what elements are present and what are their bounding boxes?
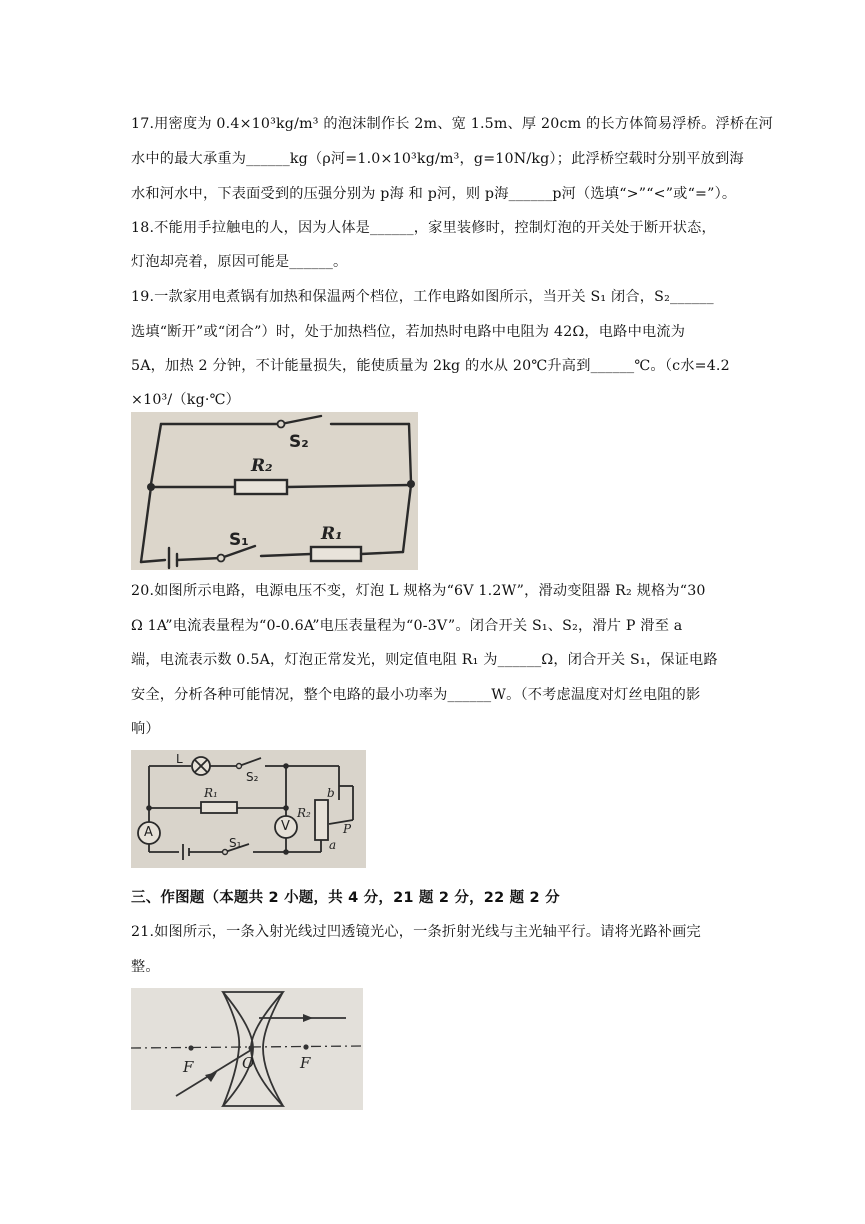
label-r1: R₁ — [321, 524, 343, 544]
q20-line-1: 20.如图所示电路，电源电压不变，灯泡 L 规格为“6V 1.2W”，滑动变阻器 R₂ 规格为“30 — [131, 583, 706, 599]
label-s2: S₂ — [289, 432, 309, 452]
q18-line-1: 18.不能用手拉触电的人，因为人体是______，家里装修时，控制灯泡的开关处于断开状态， — [131, 220, 716, 236]
ammeter-label: A — [144, 825, 153, 840]
focus-left-label: F — [183, 1058, 194, 1076]
q18-line-2: 灯泡却亮着，原因可能是______。 — [131, 254, 348, 270]
q19-line-2: 选填“断开”或“闭合”）时，处于加热档位，若加热时电路中电阻为 42Ω，电路中电流为 — [131, 324, 686, 340]
q20-line-5: 响） — [131, 721, 160, 737]
q20-line-3: 端，电流表示数 0.5A，灯泡正常发光，则定值电阻 R₁ 为______Ω，闭合开关 S₁，保证电路 — [131, 652, 718, 668]
q21-line-2: 整。 — [131, 959, 160, 975]
focus-right-label: F — [300, 1054, 311, 1072]
label-lamp-l: L — [176, 752, 183, 766]
q20-circuit-figure — [131, 750, 366, 868]
q17-line-2: 水中的最大承重为______kg（ρ河=1.0×10³kg/m³，g=10N/kg）；此浮桥空载时分别平放到海 — [131, 151, 744, 167]
label-p: P — [343, 822, 352, 836]
q21-lens-figure — [131, 988, 363, 1110]
label-s2: S₂ — [246, 770, 259, 784]
label-r2: R₂ — [251, 456, 273, 476]
q20-line-2: Ω 1A”电流表量程为“0-0.6A”电压表量程为“0-3V”。闭合开关 S₁、S₂，滑片 P 滑至 a — [131, 618, 683, 634]
q17-line-1: 17.用密度为 0.4×10³kg/m³ 的泡沫制作长 2m、宽 1.5m、厚 20cm 的长方体简易浮桥。浮桥在河 — [131, 116, 774, 132]
section-3-heading: 三、作图题（本题共 2 小题，共 4 分，21 题 2 分，22 题 2 分 — [131, 890, 560, 906]
q17-line-3: 水和河水中，下表面受到的压强分别为 p海 和 p河，则 p海______p河（选填“>”“<”或“=”）。 — [131, 186, 737, 202]
label-s1: S₁ — [229, 530, 249, 550]
q20-line-4: 安全，分析各种可能情况，整个电路的最小功率为______W。（不考虑温度对灯丝电阻的影 — [131, 687, 701, 703]
q21-line-1: 21.如图所示，一条入射光线过凹透镜光心，一条折射光线与主光轴平行。请将光路补画完 — [131, 924, 701, 940]
q19-line-1: 19.一款家用电煮锅有加热和保温两个档位，工作电路如图所示，当开关 S₁ 闭合，S₂______ — [131, 289, 714, 305]
voltmeter-label: V — [281, 819, 290, 834]
label-a: a — [329, 838, 337, 852]
q19-circuit-figure — [131, 412, 418, 570]
label-r2: R₂ — [297, 806, 311, 820]
label-b: b — [327, 786, 335, 800]
label-s1: S₁ — [229, 836, 242, 850]
q19-line-3: 5A，加热 2 分钟，不计能量损失，能使质量为 2kg 的水从 20℃升高到______℃。（c水=4.2 — [131, 358, 730, 374]
optical-center-label: O — [242, 1054, 255, 1072]
q19-line-4: ×10³/（kg·℃） — [131, 392, 241, 408]
label-r1: R₁ — [204, 786, 218, 800]
